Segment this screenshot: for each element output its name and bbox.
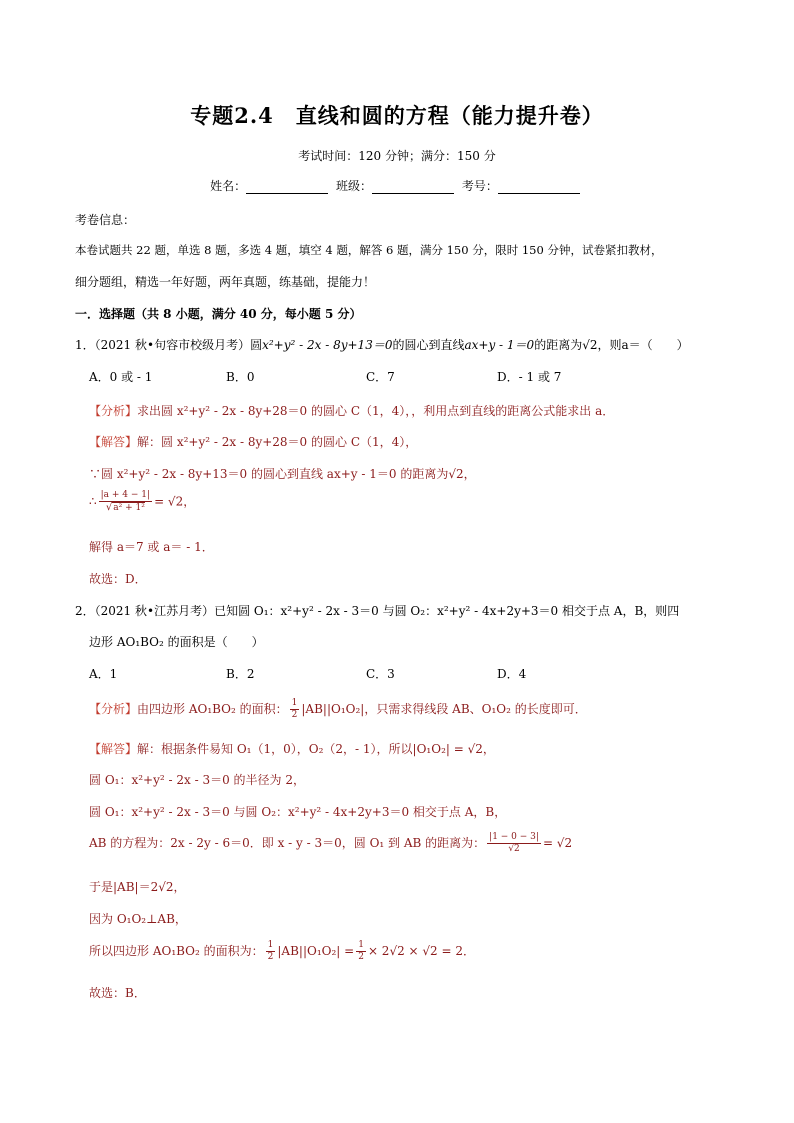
q1-answer-line-1 (89, 433, 417, 450)
q1-stem-text-b: 的圆心到直线 (392, 338, 465, 352)
info-heading: 考卷信息： (75, 213, 136, 227)
q2-distance-result: = √2 (542, 836, 573, 850)
page-title: 专题2.4 直线和圆的方程（能力提升卷） (190, 103, 604, 128)
q1-analysis-tag: 【分析】 (89, 404, 138, 418)
fraction-numerator: |a + 4 − 1| (100, 490, 151, 500)
q2-answer-text-7: 所以四边形 AO₁BO₂ 的面积为： (89, 944, 264, 958)
q1-line-equation: ax+y - 1＝0 (464, 338, 535, 352)
q1-option-b[interactable]: B．0 (226, 370, 255, 384)
id-blank[interactable] (498, 180, 580, 194)
id-label: 考号： (461, 179, 498, 193)
section-heading: 一．选择题（共 8 小题，满分 40 分，每小题 5 分） (75, 307, 362, 321)
q2-stem-text-1: 已知圆 O₁：x²+y² - 2x - 3＝0 与圆 O₂：x²+y² - 4x+2y+3＝0 相交于点 A，B，则四 (214, 604, 680, 618)
info-line-1: 本卷试题共 22 题，单选 8 题，多选 4 题，填空 4 题，解答 6 题，满分 150 分，限时 150 分钟，试卷紧扣教材， (75, 243, 663, 257)
q2-answer-line-1 (89, 740, 495, 757)
q2-stem-line-2: 边形 AO₁BO₂ 的面积是（ ） (89, 635, 264, 649)
student-info-row (0, 177, 794, 194)
q1-stem (75, 336, 689, 353)
q2-analysis-text-b: |AB||O₁O₂|，只需求得线段 AB、O₁O₂ 的长度即可． (301, 702, 587, 716)
q1-analysis-text: 求出圆 x²+y² - 2x - 8y+28＝0 的圆心 C（1，4），，利用点到直线的距离公式能求出 a． (137, 404, 615, 418)
q2-answer-line-3: 圆 O₁：x²+y² - 2x - 3＝0 与圆 O₂：x²+y² - 4x+2y+3＝0 相交于点 A，B， (89, 805, 507, 819)
q1-answer-line-4: 解得 a＝7 或 a＝ - 1． (89, 540, 214, 554)
q1-answer-line-2: ∵圆 x²+y² - 2x - 8y+13＝0 的圆心到直线 ax+y - 1＝0 的距离为√2， (89, 467, 476, 481)
q2-answer-line-4 (89, 832, 572, 855)
q2-analysis-tag: 【分析】 (89, 702, 138, 716)
q1-answer-line-5: 故选：D． (89, 572, 147, 586)
q2-answer-line-6: 因为 O₁O₂⊥AB， (89, 912, 187, 926)
q1-stem-text-c: 的距离为√2，则a＝（ ） (534, 338, 689, 352)
fraction-numerator: |1 − 0 − 3| (489, 832, 539, 842)
fraction-numerator: 1 (358, 940, 364, 950)
q2-option-b[interactable]: B．2 (226, 667, 255, 681)
q1-distance-fraction: $\frac{|a + 4 - 1|}{\text{√a² + 1²}}$ (100, 490, 151, 513)
q1-option-a[interactable]: A．0 或 - 1 (89, 370, 153, 384)
q2-answer-text-1: 解：根据条件易知 O₁（1，0），O₂（2，- 1），所以|O₁O₂| = √2， (137, 742, 495, 756)
fraction-denominator: 2 (267, 952, 274, 962)
q2-analysis (89, 698, 587, 721)
time-info: 考试时间：120 分钟；满分：150 分 (298, 149, 496, 163)
q2-stem-line-1 (75, 602, 679, 619)
q2-source: （2021 秋•江苏月考） (94, 604, 215, 618)
q1-number: 1． (75, 338, 95, 352)
q2-half-fraction-1 (266, 940, 276, 963)
class-blank[interactable] (372, 180, 454, 194)
q2-answer-line-8: 故选：B． (89, 986, 146, 1000)
name-label: 姓名： (210, 179, 247, 193)
q2-half-fraction-2 (356, 940, 366, 963)
fraction-denominator: √2 (508, 844, 520, 854)
q1-distance-result: = √2， (154, 494, 196, 509)
q1-answer-line-3 (89, 490, 195, 514)
q2-distance-fraction (487, 832, 541, 855)
fraction-denominator: a² + 1² (113, 503, 145, 513)
q1-option-d[interactable]: D．- 1 或 7 (497, 370, 562, 384)
name-blank[interactable] (246, 180, 328, 194)
q2-answer-line-5: 于是|AB|＝2√2， (89, 880, 186, 894)
q2-answer-tag: 【解答】 (89, 742, 138, 756)
q2-answer-line-7 (89, 940, 475, 963)
q2-option-a[interactable]: A．1 (89, 667, 118, 681)
q1-analysis (89, 402, 614, 419)
fraction-denominator: 2 (358, 952, 364, 962)
q1-option-c[interactable]: C．7 (366, 370, 395, 384)
q2-area-expression: |AB||O₁O₂| = (277, 944, 355, 958)
fraction-numerator: 1 (267, 940, 274, 950)
q2-option-c[interactable]: C．3 (366, 667, 395, 681)
q2-answer-line-2: 圆 O₁：x²+y² - 2x - 3＝0 的半径为 2， (89, 773, 305, 787)
q2-option-d[interactable]: D．4 (497, 667, 527, 681)
q1-answer-tag: 【解答】 (89, 435, 138, 449)
fraction-denominator: 2 (291, 710, 298, 720)
q2-number: 2． (75, 604, 95, 618)
q1-source: （2021 秋•句容市校级月考） (94, 338, 251, 352)
q2-answer-text-4: AB 的方程为：2x - 2y - 6＝0．即 x - y - 3＝0，圆 O₁ 到 AB 的距离为： (89, 836, 486, 850)
q2-half-fraction (290, 698, 300, 721)
q1-circle-equation: x²+y² - 2x - 8y+13＝0 (262, 338, 393, 352)
q2-area-result: × 2√2 × √2 = 2． (367, 944, 476, 958)
therefore-symbol: ∴ (89, 494, 97, 509)
q2-analysis-text-a: 由四边形 AO₁BO₂ 的面积： (137, 702, 288, 716)
class-label: 班级： (335, 179, 372, 193)
fraction-numerator: 1 (291, 698, 298, 708)
q1-stem-text-a: 圆 (250, 338, 263, 352)
info-line-2: 细分题组，精选一年好题，两年真题，练基础，提能力！ (75, 275, 376, 289)
q1-answer-text-1: 解：圆 x²+y² - 2x - 8y+28＝0 的圆心 C（1，4）， (137, 435, 418, 449)
